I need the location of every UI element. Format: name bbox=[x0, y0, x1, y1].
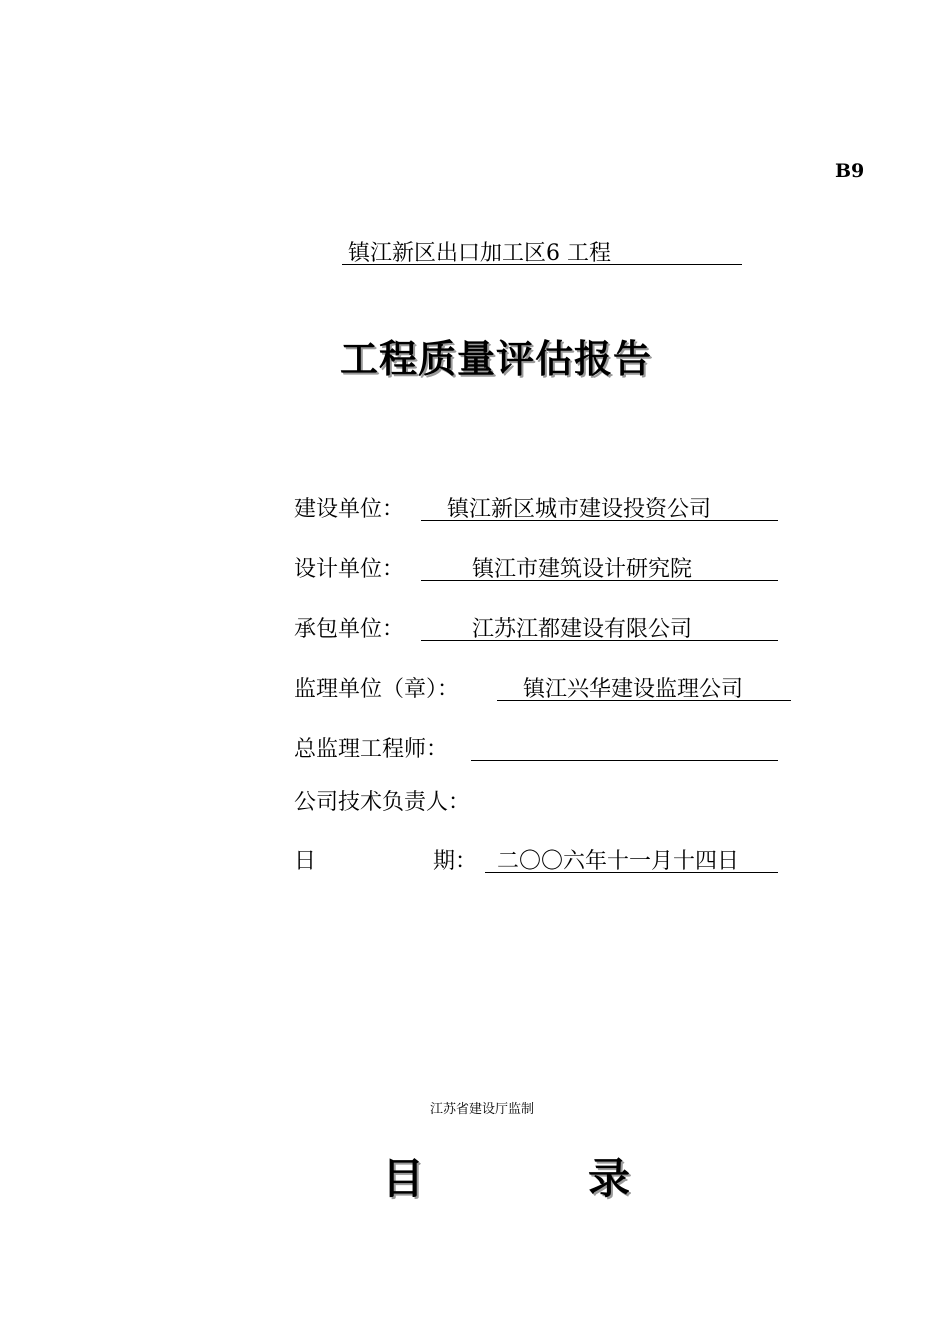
field-label: 设计单位： bbox=[294, 557, 405, 582]
field-value-line bbox=[497, 672, 791, 701]
field-value-line bbox=[421, 492, 778, 521]
field-value-line bbox=[485, 844, 778, 873]
field-supervision-unit bbox=[294, 672, 794, 702]
field-value-line bbox=[421, 612, 778, 641]
field-contractor-unit bbox=[294, 612, 784, 642]
field-value: 镇江兴华建设监理公司 bbox=[523, 677, 744, 702]
field-label: 公司技术负责人： bbox=[294, 790, 471, 815]
form-code: B9 bbox=[835, 160, 865, 182]
field-value: 江苏江都建设有限公司 bbox=[472, 617, 693, 642]
field-label: 监理单位（章）： bbox=[294, 677, 460, 702]
field-value-line bbox=[421, 552, 778, 581]
report-title: 工程质量评估报告 bbox=[340, 337, 653, 381]
toc-heading-char: 录 bbox=[588, 1154, 631, 1203]
field-label-period: 期： bbox=[433, 849, 478, 874]
issuer-text: 江苏省建设厅监制 bbox=[430, 1102, 535, 1117]
field-chief-supervisor bbox=[294, 732, 784, 762]
toc-heading bbox=[0, 1146, 950, 1203]
field-value-line bbox=[471, 732, 778, 761]
field-label: 总监理工程师： bbox=[294, 737, 449, 762]
field-value: 镇江新区城市建设投资公司 bbox=[447, 497, 712, 522]
toc-heading-char: 目 bbox=[382, 1154, 425, 1203]
field-value: 二〇〇六年十一月十四日 bbox=[497, 849, 740, 874]
field-label-day: 日 bbox=[294, 849, 317, 874]
field-label: 建设单位： bbox=[294, 497, 405, 522]
field-value: 镇江市建筑设计研究院 bbox=[472, 557, 693, 582]
field-label: 承包单位： bbox=[294, 617, 405, 642]
field-technical-lead bbox=[294, 785, 784, 815]
field-design-unit bbox=[294, 552, 784, 582]
field-construction-unit bbox=[294, 492, 784, 522]
field-date bbox=[294, 844, 784, 874]
project-name: 镇江新区出口加工区6 工程 bbox=[348, 241, 611, 266]
project-name-line bbox=[342, 236, 742, 265]
